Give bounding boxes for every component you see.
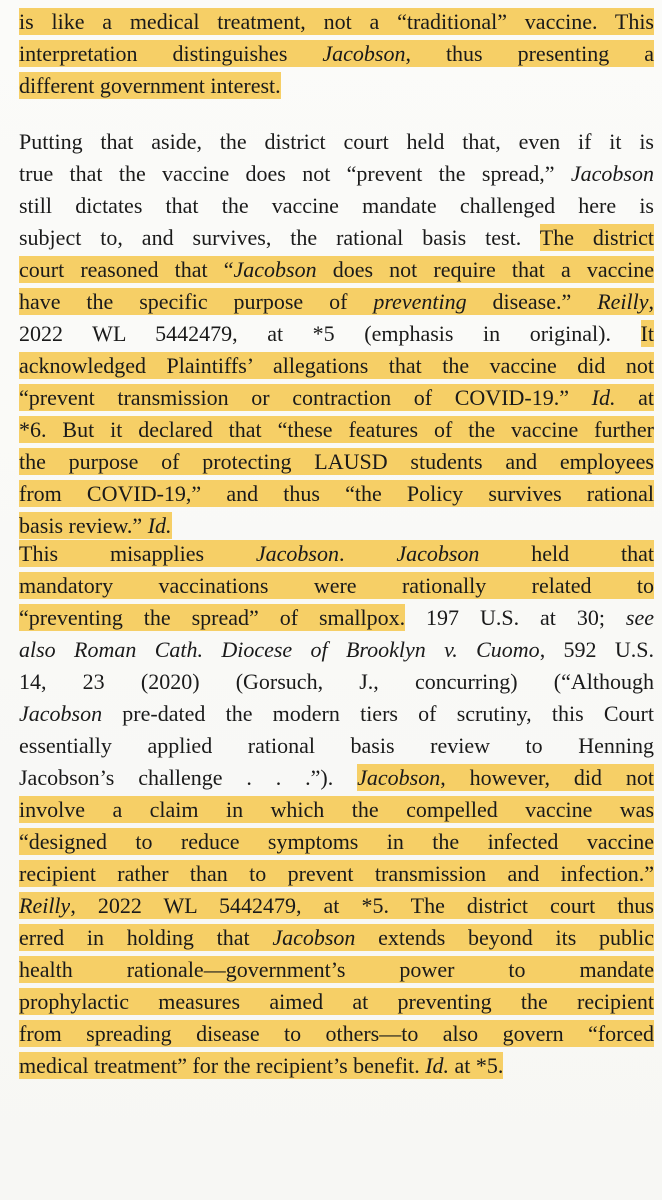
- highlighted-text: Jacobson: [396, 541, 480, 566]
- highlighted-text: involve a claim in which the compelled vaccine was: [19, 797, 654, 822]
- text-line: [19, 222, 654, 254]
- highlighted-text: at *5.: [449, 1053, 504, 1078]
- highlighted-text: different government interest.: [19, 73, 281, 98]
- text-segment: also Roman Cath. Diocese of Brooklyn v. Cuomo: [19, 637, 540, 662]
- text-segment: 197 U.S. at 30;: [405, 605, 626, 630]
- highlighted-text: This misapplies: [19, 541, 256, 566]
- highlighted-text: , 2022 WL 5442479, at *5. The district court thus: [70, 893, 654, 918]
- text-segment: Jacobson: [19, 701, 103, 726]
- highlighted-text: mandatory vaccinations were rationally related to: [19, 573, 654, 598]
- text-line: [19, 794, 654, 826]
- highlighted-text: ,: [648, 289, 654, 314]
- highlighted-text: Jacobson: [233, 257, 317, 282]
- text-line: [19, 666, 654, 698]
- highlighted-text: basis review.”: [19, 513, 148, 538]
- text-line: [19, 38, 654, 70]
- highlighted-text: Jacobson: [255, 541, 339, 566]
- highlighted-text: Reilly: [19, 893, 71, 918]
- text-line: [19, 318, 654, 350]
- highlighted-text: at: [615, 385, 654, 410]
- text-segment: Jacobson: [570, 161, 654, 186]
- highlighted-text: Id.: [425, 1053, 450, 1078]
- highlighted-text: Id.: [147, 513, 172, 538]
- text-line: [19, 602, 654, 634]
- highlighted-text: Jacobson: [322, 41, 406, 66]
- text-segment: still dictates that the vaccine mandate challenged here is: [19, 193, 654, 218]
- text-line: [19, 158, 654, 190]
- text-line: [19, 730, 654, 762]
- highlighted-text: “preventing the spread” of smallpox.: [19, 605, 406, 630]
- highlighted-text: acknowledged Plaintiffs’ allegations that the vaccine did not: [19, 353, 654, 378]
- text-line: [19, 190, 654, 222]
- text-line: [19, 826, 654, 858]
- highlighted-text: interpretation distinguishes: [19, 41, 323, 66]
- text-line: [19, 6, 654, 38]
- text-segment: 14, 23 (2020) (Gorsuch, J., concurring) (“Although: [19, 669, 654, 694]
- highlighted-text: “designed to reduce symptoms in the infected vaccine: [19, 829, 654, 854]
- highlighted-text: Reilly: [597, 289, 649, 314]
- text-line: [19, 286, 654, 318]
- highlighted-text: preventing: [373, 289, 467, 314]
- highlighted-text: is like a medical treatment, not a “traditional” vaccine. This: [19, 9, 654, 34]
- text-segment: pre-dated the modern tiers of scrutiny, this Court: [102, 701, 654, 726]
- highlighted-text: The district: [539, 225, 654, 250]
- highlighted-text: the purpose of protecting LAUSD students and employees: [19, 449, 654, 474]
- text-segment: , 592 U.S.: [539, 637, 654, 662]
- text-segment: true that the vaccine does not “prevent the spread,”: [19, 161, 571, 186]
- text-line: [19, 1050, 654, 1082]
- highlighted-text: does not require that a vaccine: [316, 257, 654, 282]
- text-line: [19, 570, 654, 602]
- text-segment: Jacobson’s challenge . . .”).: [19, 765, 358, 790]
- highlighted-text: erred in holding that: [19, 925, 273, 950]
- text-line: [19, 446, 654, 478]
- text-line: [19, 538, 654, 570]
- highlighted-text: recipient rather than to prevent transmission and infection.”: [19, 861, 654, 886]
- text-line: [19, 70, 654, 102]
- text-line: [19, 350, 654, 382]
- text-line: [19, 762, 654, 794]
- highlighted-text: medical treatment” for the recipient’s benefit.: [19, 1053, 426, 1078]
- highlighted-text: Jacobson: [357, 765, 441, 790]
- highlighted-text: health rationale—government’s power to mandate: [19, 957, 654, 982]
- highlighted-text: , thus presenting a: [405, 41, 654, 66]
- highlighted-text: , however, did not: [440, 765, 655, 790]
- text-line: [19, 634, 654, 666]
- highlighted-text: prophylactic measures aimed at preventing the recipient: [19, 989, 654, 1014]
- text-segment: see: [625, 605, 654, 630]
- highlighted-text: *6. But it declared that “these features of the vaccine further: [19, 417, 654, 442]
- highlighted-text: from spreading disease to others—to also govern “forced: [19, 1021, 654, 1046]
- highlighted-text: court reasoned that “: [19, 257, 234, 282]
- text-line: [19, 986, 654, 1018]
- text-line: [19, 126, 654, 158]
- text-line: [19, 382, 654, 414]
- highlighted-text: .: [339, 541, 397, 566]
- highlighted-text: held that: [479, 541, 654, 566]
- text-line: [19, 858, 654, 890]
- text-segment: essentially applied rational basis review to Henning: [19, 733, 654, 758]
- text-line: [19, 414, 654, 446]
- highlighted-text: extends beyond its public: [355, 925, 654, 950]
- text-segment: subject to, and survives, the rational basis test.: [19, 225, 540, 250]
- text-line: [19, 922, 654, 954]
- highlighted-text: disease.”: [466, 289, 598, 314]
- text-line: [19, 890, 654, 922]
- highlighted-text: from COVID-19,” and thus “the Policy survives rational: [19, 481, 654, 506]
- highlighted-text: “prevent transmission or contraction of COVID-19.”: [19, 385, 592, 410]
- text-line: [19, 254, 654, 286]
- text-line: [19, 954, 654, 986]
- highlighted-text: have the specific purpose of: [19, 289, 374, 314]
- highlighted-text: Jacobson: [272, 925, 356, 950]
- text-line: [19, 1018, 654, 1050]
- text-line: [19, 478, 654, 510]
- text-segment: Putting that aside, the district court held that, even if it is: [19, 129, 654, 154]
- text-line: [19, 698, 654, 730]
- highlighted-text: Id.: [591, 385, 616, 410]
- highlighted-text: It: [640, 321, 654, 346]
- text-segment: 2022 WL 5442479, at *5 (emphasis in original).: [19, 321, 641, 346]
